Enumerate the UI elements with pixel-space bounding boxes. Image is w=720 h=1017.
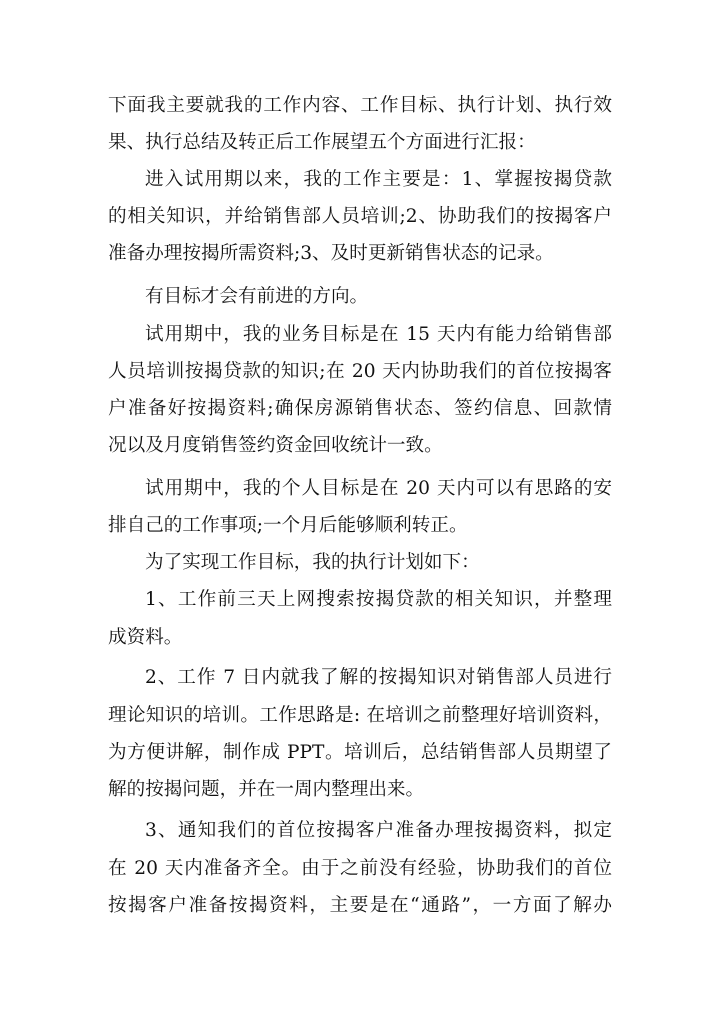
text-line: 试用期中，我的业务目标是在 15 天内有能力给销售部 — [145, 324, 612, 345]
text-line: 解的按揭问题，并在一周内整理出来。 — [108, 779, 425, 800]
text-line: 人员培训按揭贷款的知识;在 20 天内协助我们的首位按揭客 — [108, 361, 612, 382]
text-line: 在 20 天内准备齐全。由于之前没有经验，协助我们的首位 — [108, 858, 612, 879]
text-line: 进入试用期以来，我的工作主要是：1、掌握按揭贷款 — [145, 169, 612, 190]
text-line: 准备办理按揭所需资料;3、及时更新销售状态的记录。 — [108, 243, 554, 264]
text-line: 1、工作前三天上网搜索按揭贷款的相关知识，并整理 — [145, 589, 612, 610]
text-line: 排自己的工作事项;一个月后能够顺利转正。 — [108, 515, 468, 536]
text-line: 为方便讲解，制作成 PPT。培训后，总结销售部人员期望了 — [108, 742, 612, 763]
text-line: 按揭客户准备按揭资料，主要是在“通路”，一方面了解办 — [108, 895, 612, 916]
text-line: 成资料。 — [108, 627, 183, 648]
text-line: 况以及月度销售签约资金回收统计一致。 — [108, 435, 443, 456]
text-line: 试用期中，我的个人目标是在 20 天内可以有思路的安 — [145, 478, 612, 499]
text-line: 理论知识的培训。工作思路是: 在培训之前整理好培训资料， — [108, 705, 612, 726]
text-line: 果、执行总结及转正后工作展望五个方面进行汇报： — [108, 132, 536, 153]
text-line: 有目标才会有前进的方向。 — [145, 286, 369, 307]
text-line: 2、工作 7 日内就我了解的按揭知识对销售部人员进行 — [145, 667, 612, 688]
text-line: 为了实现工作目标，我的执行计划如下： — [145, 552, 480, 573]
text-line: 的相关知识，并给销售部人员培训;2、协助我们的按揭客户 — [108, 206, 612, 227]
text-line: 户准备好按揭资料;确保房源销售状态、签约信息、回款情 — [108, 398, 612, 419]
text-line: 3、通知我们的首位按揭客户准备办理按揭资料，拟定 — [145, 820, 612, 841]
text-line: 下面我主要就我的工作内容、工作目标、执行计划、执行效 — [108, 95, 612, 116]
